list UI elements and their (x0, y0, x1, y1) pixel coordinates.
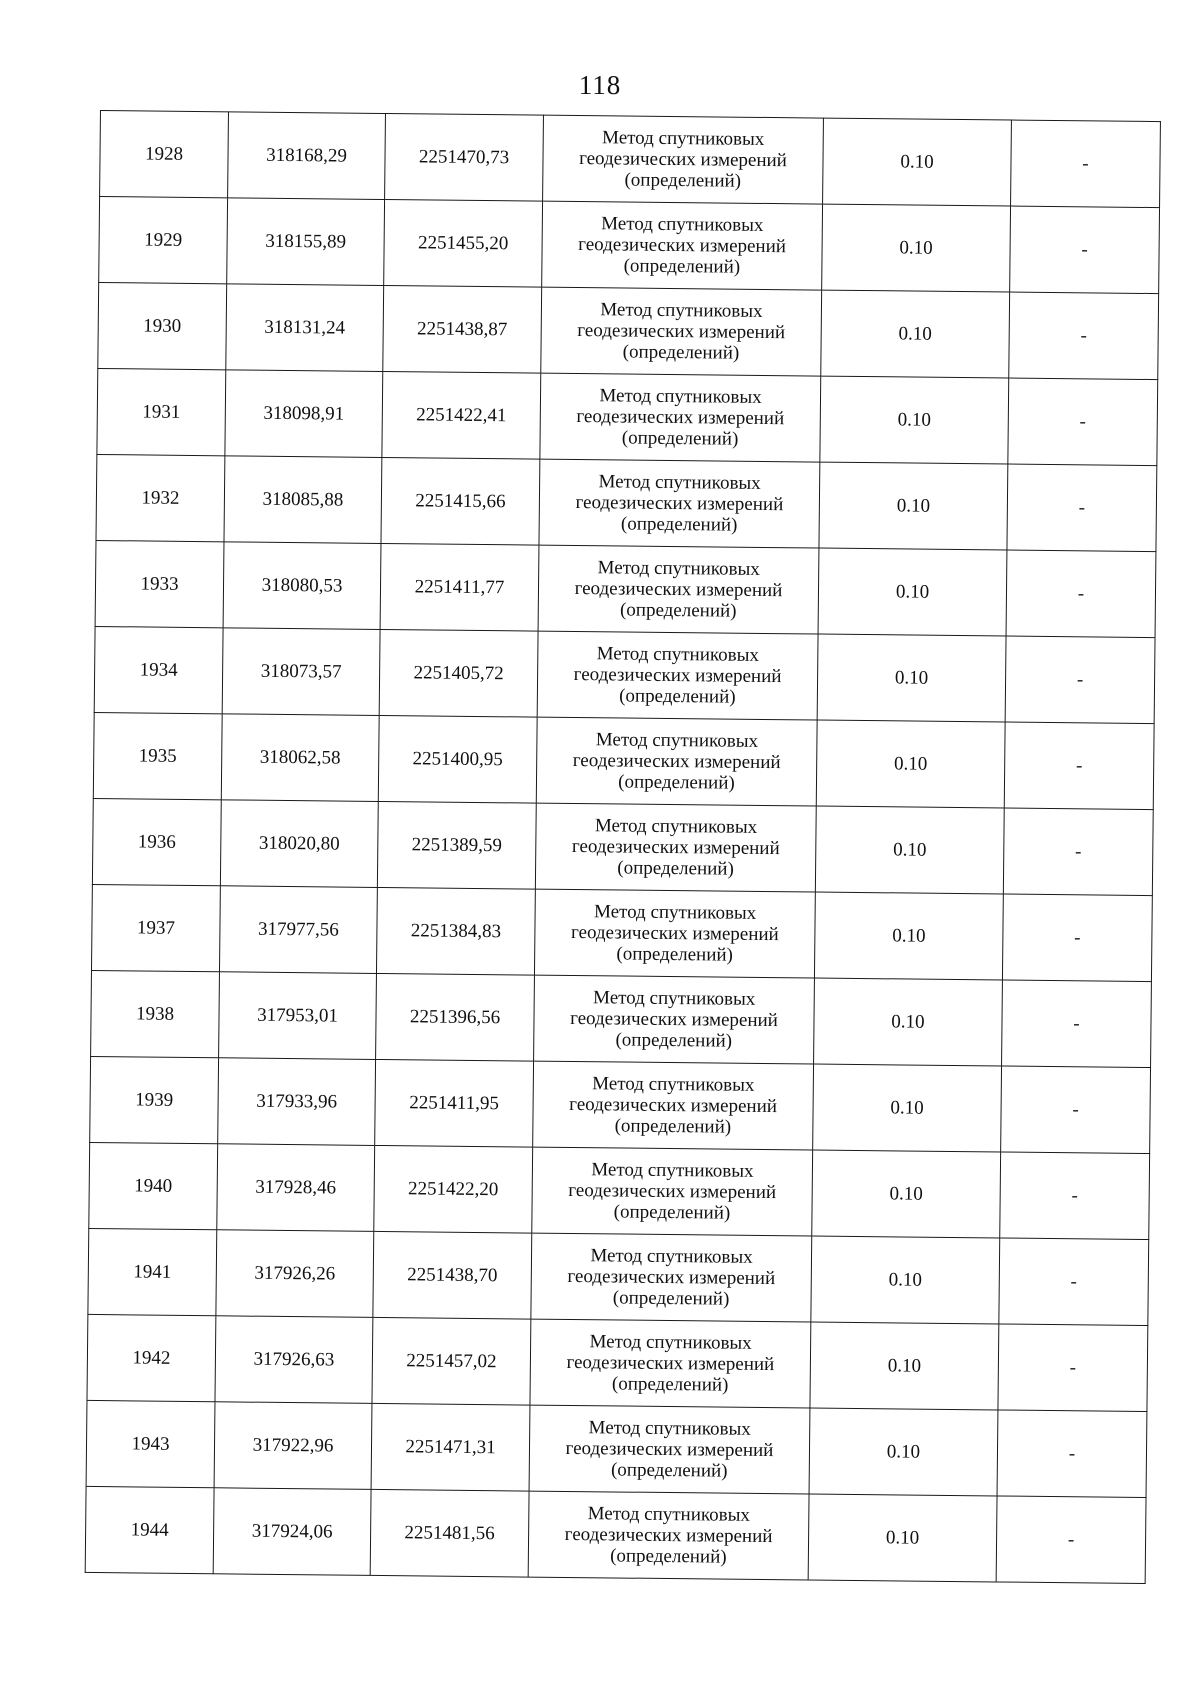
y-coordinate-cell: 2251415,66 (381, 457, 540, 545)
table-row (91, 970, 1152, 1067)
x-coordinate-cell: 318085,88 (224, 456, 382, 544)
point-number-cell: 1939 (90, 1056, 219, 1143)
method-line: (определений) (614, 1115, 732, 1138)
method-line: (определений) (623, 255, 741, 278)
method-line: Метод спутниковых (598, 471, 761, 494)
method-cell (531, 1233, 812, 1322)
method-line: геодезических измерений (577, 320, 786, 344)
method-line: (определений) (624, 169, 742, 192)
table-row (99, 197, 1160, 294)
y-coordinate-cell: 2251470,73 (385, 113, 544, 201)
point-number-cell: 1932 (96, 454, 225, 541)
method-line: геодезических измерений (570, 921, 779, 946)
point-number-cell: 1938 (91, 970, 220, 1057)
accuracy-cell: 0.10 (814, 892, 1003, 980)
method-cell (537, 631, 818, 720)
y-coordinate-cell: 2251438,87 (383, 285, 542, 373)
x-coordinate-cell: 317933,96 (218, 1058, 376, 1146)
method-line: геодезических измерений (568, 1179, 777, 1204)
coordinates-table-body (85, 111, 1160, 1584)
method-cell (534, 975, 815, 1064)
x-coordinate-cell: 317926,63 (215, 1316, 373, 1404)
y-coordinate-cell: 2251396,56 (376, 973, 535, 1061)
method-line: Метод спутниковых (594, 815, 758, 838)
y-coordinate-cell: 2251481,56 (370, 1489, 529, 1577)
accuracy-cell: 0.10 (813, 1064, 1002, 1152)
method-line: (определений) (611, 1373, 729, 1396)
accuracy-cell: 0.10 (815, 806, 1004, 894)
method-line: Метод спутниковых (587, 1503, 751, 1526)
method-line: (определений) (620, 513, 738, 536)
y-coordinate-cell: 2251389,59 (377, 801, 536, 889)
table-row (92, 798, 1153, 895)
method-line: Метод спутниковых (602, 127, 765, 150)
method-line: геодезических измерений (578, 234, 787, 258)
point-number-cell: 1940 (89, 1142, 218, 1229)
y-coordinate-cell: 2251455,20 (384, 199, 543, 287)
method-cell (539, 459, 820, 548)
method-line: Метод спутниковых (592, 1073, 755, 1096)
accuracy-cell: 0.10 (819, 462, 1008, 550)
method-line: Метод спутниковых (597, 557, 760, 580)
note-cell: - (998, 1324, 1148, 1412)
table-row (85, 1486, 1146, 1583)
note-cell: - (1010, 206, 1160, 294)
y-coordinate-cell: 2251422,41 (382, 371, 541, 459)
method-line: (определений) (621, 427, 739, 450)
x-coordinate-cell: 318080,53 (223, 542, 381, 630)
method-line: Метод спутниковых (591, 1159, 754, 1182)
method-line: геодезических измерений (565, 1437, 774, 1462)
table-row (95, 540, 1156, 637)
table-row (88, 1228, 1149, 1325)
method-line: геодезических измерений (566, 1351, 775, 1376)
method-line: (определений) (619, 685, 736, 708)
table-row (86, 1400, 1147, 1497)
table-row (97, 368, 1158, 465)
method-line: (определений) (616, 943, 734, 966)
note-cell: - (999, 1238, 1149, 1326)
method-line: геодезических измерений (576, 406, 785, 430)
table-row (90, 1056, 1151, 1153)
table-row (96, 454, 1157, 551)
table-row (91, 884, 1152, 981)
method-line: Метод спутниковых (588, 1417, 751, 1440)
x-coordinate-cell: 317924,06 (213, 1488, 371, 1576)
point-number-cell: 1934 (94, 626, 223, 713)
coordinates-table-wrapper (85, 110, 1160, 1584)
method-line: Метод спутниковых (589, 1331, 752, 1354)
method-line: (определений) (613, 1201, 731, 1224)
method-line: геодезических измерений (579, 148, 788, 172)
method-line: геодезических измерений (564, 1523, 773, 1548)
method-line: геодезических измерений (570, 1007, 779, 1032)
accuracy-cell: 0.10 (817, 634, 1006, 722)
note-cell: - (1003, 808, 1153, 896)
x-coordinate-cell: 317953,01 (219, 972, 377, 1060)
accuracy-cell: 0.10 (811, 1236, 1000, 1324)
method-line: геодезических измерений (572, 749, 781, 774)
y-coordinate-cell: 2251411,95 (375, 1059, 534, 1147)
accuracy-cell: 0.10 (814, 978, 1003, 1066)
y-coordinate-cell: 2251384,83 (376, 887, 535, 975)
point-number-cell: 1942 (87, 1314, 216, 1401)
method-line: геодезических измерений (573, 663, 782, 688)
point-number-cell: 1929 (99, 197, 228, 284)
note-cell: - (1000, 1152, 1150, 1240)
x-coordinate-cell: 318131,24 (226, 284, 384, 372)
method-line: Метод спутниковых (599, 385, 762, 408)
method-line: (определений) (618, 771, 735, 794)
method-cell (540, 373, 821, 462)
x-coordinate-cell: 318168,29 (228, 112, 386, 200)
note-cell: - (996, 1496, 1146, 1584)
accuracy-cell: 0.10 (812, 1150, 1001, 1238)
note-cell: - (1006, 550, 1156, 638)
accuracy-cell: 0.10 (822, 204, 1011, 292)
method-line: Метод спутниковых (592, 987, 756, 1010)
method-line: (определений) (610, 1545, 727, 1568)
point-number-cell: 1936 (92, 798, 221, 885)
accuracy-cell: 0.10 (821, 290, 1010, 378)
x-coordinate-cell: 318098,91 (225, 370, 383, 458)
y-coordinate-cell: 2251422,20 (374, 1145, 533, 1233)
x-coordinate-cell: 318155,89 (227, 198, 385, 286)
method-cell (533, 1061, 814, 1150)
method-line: Метод спутниковых (590, 1245, 753, 1268)
method-line: Метод спутниковых (595, 729, 759, 752)
note-cell: - (1001, 1066, 1151, 1154)
accuracy-cell: 0.10 (818, 548, 1007, 636)
method-line: Метод спутниковых (600, 299, 763, 322)
y-coordinate-cell: 2251405,72 (379, 629, 538, 717)
table-row (100, 111, 1161, 208)
accuracy-cell: 0.10 (816, 720, 1005, 808)
method-line: Метод спутниковых (601, 213, 764, 236)
note-cell: - (1007, 464, 1157, 552)
point-number-cell: 1933 (95, 540, 224, 627)
x-coordinate-cell: 317926,26 (216, 1230, 374, 1318)
method-line: Метод спутниковых (593, 901, 757, 924)
method-cell (538, 545, 819, 634)
point-number-cell: 1931 (97, 368, 226, 455)
accuracy-cell: 0.10 (823, 118, 1012, 206)
note-cell: - (1009, 292, 1159, 380)
x-coordinate-cell: 318073,57 (222, 628, 380, 716)
method-line: геодезических измерений (575, 492, 784, 516)
x-coordinate-cell: 317928,46 (217, 1144, 375, 1232)
method-line: (определений) (622, 341, 740, 364)
method-cell (535, 803, 816, 892)
point-number-cell: 1944 (85, 1486, 214, 1573)
coordinates-table (85, 110, 1161, 1584)
y-coordinate-cell: 2251411,77 (380, 543, 539, 631)
method-line: (определений) (619, 599, 737, 622)
table-row (93, 712, 1154, 809)
method-line: (определений) (612, 1287, 730, 1310)
point-number-cell: 1928 (100, 111, 229, 198)
y-coordinate-cell: 2251400,95 (378, 715, 537, 803)
accuracy-cell: 0.10 (820, 376, 1009, 464)
method-cell (530, 1319, 811, 1408)
note-cell: - (1004, 722, 1154, 810)
method-cell (542, 201, 823, 290)
x-coordinate-cell: 317977,56 (219, 886, 377, 974)
table-row (98, 282, 1159, 379)
note-cell: - (1002, 980, 1152, 1068)
point-number-cell: 1930 (98, 282, 227, 369)
accuracy-cell: 0.10 (810, 1322, 999, 1410)
note-cell: - (1011, 120, 1161, 208)
y-coordinate-cell: 2251457,02 (372, 1317, 531, 1405)
page-number: 118 (578, 70, 622, 100)
x-coordinate-cell: 318062,58 (221, 714, 379, 802)
method-line: (определений) (617, 857, 734, 880)
table-row (89, 1142, 1150, 1239)
x-coordinate-cell: 317922,96 (214, 1402, 372, 1490)
method-line: геодезических измерений (567, 1265, 776, 1290)
method-line: (определений) (615, 1029, 733, 1052)
method-cell (528, 1491, 809, 1580)
method-line: геодезических измерений (569, 1093, 778, 1118)
y-coordinate-cell: 2251438,70 (373, 1231, 532, 1319)
method-line: (определений) (610, 1459, 728, 1482)
method-line: Метод спутниковых (596, 643, 760, 666)
note-cell: - (997, 1410, 1147, 1498)
table-row (94, 626, 1155, 723)
method-cell (543, 115, 824, 204)
x-coordinate-cell: 318020,80 (220, 800, 378, 888)
point-number-cell: 1943 (86, 1400, 215, 1487)
accuracy-cell: 0.10 (809, 1408, 998, 1496)
note-cell: - (1008, 378, 1158, 466)
method-line: геодезических измерений (571, 835, 780, 860)
point-number-cell: 1941 (88, 1228, 217, 1315)
method-cell (532, 1147, 813, 1236)
note-cell: - (1002, 894, 1152, 982)
point-number-cell: 1937 (91, 884, 220, 971)
table-row (87, 1314, 1148, 1411)
y-coordinate-cell: 2251471,31 (371, 1403, 530, 1491)
method-line: геодезических измерений (574, 577, 783, 602)
method-cell (534, 889, 815, 978)
accuracy-cell: 0.10 (808, 1494, 997, 1582)
note-cell: - (1005, 636, 1155, 724)
method-cell (529, 1405, 810, 1494)
method-cell (536, 717, 817, 806)
point-number-cell: 1935 (93, 712, 222, 799)
method-cell (541, 287, 822, 376)
